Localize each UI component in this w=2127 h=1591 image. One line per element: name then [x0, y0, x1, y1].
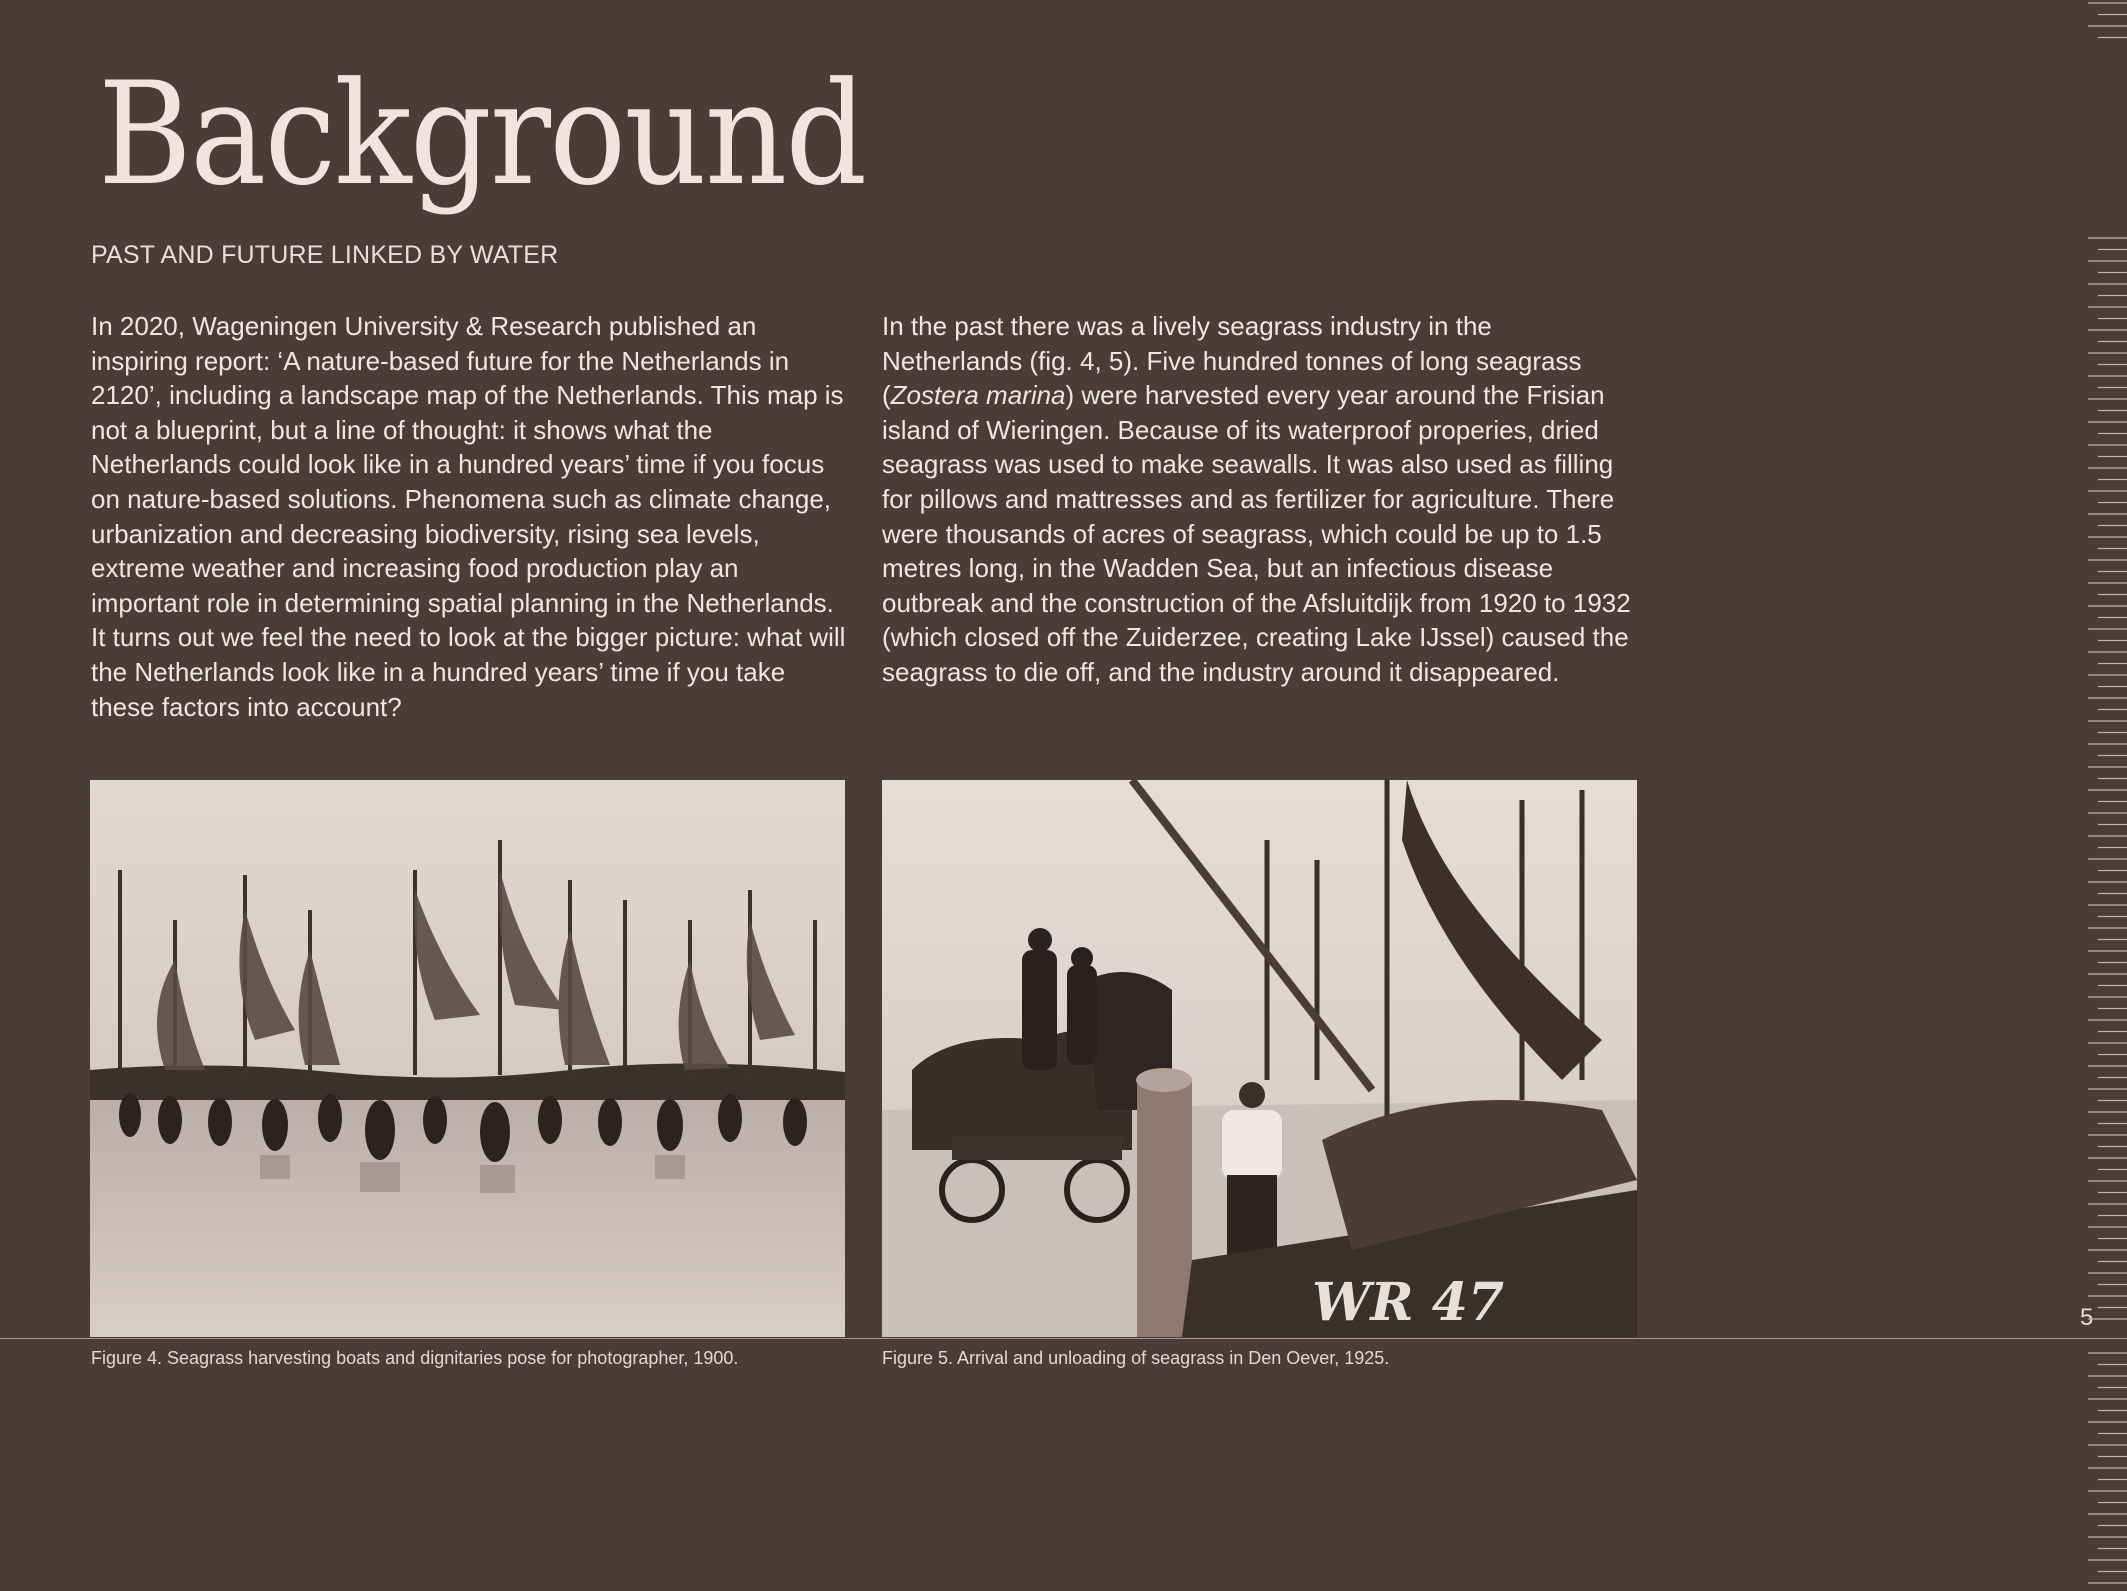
paragraph-wur-report: In 2020, Wageningen University & Research published an inspiring report: ‘A nature-based future for the Netherlands in 2120’, including a landscape map of the Netherlands. This map is not a blueprint, but a line of thought: it shows what the Netherlands could look like in a hundred years’ time if you focus on nature-based solutions. Phenomena such as climate change, urbanization and decreasing biodiversity, rising sea levels, extreme weather and increasing food production play an important role in determining spatial planning in the Netherlands. It turns out we feel the need to look at the bigger picture: what will the Netherlands look like in a hundred years’ time if you take these factors into account?	[91, 311, 846, 722]
seagrass-unloading-photo	[882, 780, 1637, 1337]
figure-5-caption: Figure 5. Arrival and unloading of seagrass in Den Oever, 1925.	[882, 1348, 1390, 1368]
figure-4-photo	[90, 780, 845, 1337]
margin-tick-marks	[2088, 0, 2127, 1591]
species-name: Zostera marina	[890, 380, 1066, 411]
page-number: 5	[2080, 1304, 2094, 1331]
page-title: Background	[98, 52, 866, 217]
paragraph-text-end: ) were harvested every year around the Frisian island of Wieringen. Because of its waterproof properies, dried seagrass was used to make seawalls. It was also used as filling for pillows and mattresses and as fertilizer for agriculture. There were thousands of acres of seagrass, which could be up to 1.5 metres long, in the Wadden Sea, but an infectious disease outbreak and the construction of the Afsluitdijk from 1920 to 1932 (which closed off the Zuiderzee, creating Lake IJssel) caused the seagrass to die off, and the industry around it disappeared.	[882, 380, 1631, 687]
section-subtitle: PAST AND FUTURE LINKED BY WATER	[91, 241, 559, 269]
boat-registration: WR 47	[1312, 1272, 1505, 1333]
page-divider-line	[0, 1338, 2127, 1339]
figure-4-caption: Figure 4. Seagrass harvesting boats and dignitaries pose for photographer, 1900.	[91, 1348, 739, 1368]
body-column-left	[91, 309, 846, 724]
seagrass-boats-photo	[90, 780, 845, 1337]
paragraph-text-start: In the past there was a lively seagrass industry in the Netherlands (fig. 4, 5). Five hundred tonnes of long seagrass (	[882, 311, 1582, 411]
figure-5-photo	[882, 780, 1637, 1337]
paragraph-seagrass-industry	[882, 309, 1637, 690]
body-column-right	[882, 309, 1637, 690]
